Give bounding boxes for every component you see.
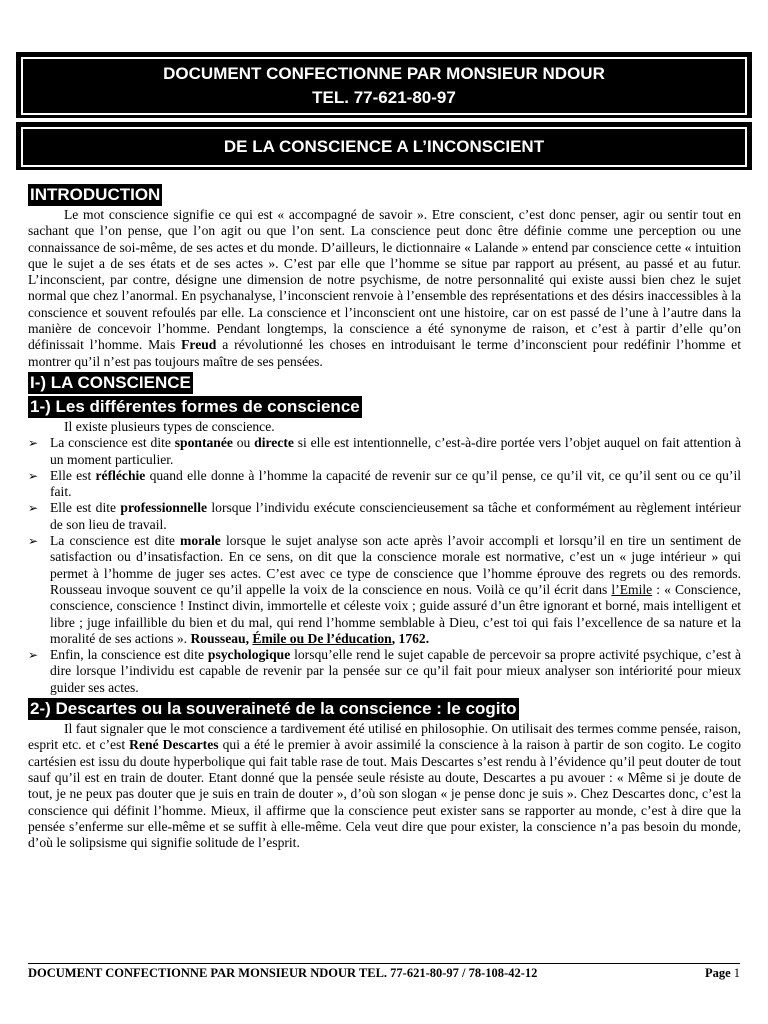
subsection-2-heading: 2-) Descartes ou la souveraineté de la conscience : le cogito [30, 699, 517, 719]
intro-heading: INTRODUCTION [30, 185, 161, 204]
arrow-bullet-icon: ➢ [28, 648, 39, 663]
conscience-types-list [28, 435, 741, 696]
list-item: ➢ Elle est dite professionnelle lorsque l’individu exécute consciencieusement sa tâche et conformément au règlement intérieur de son lieu de travail. [28, 500, 741, 532]
header-line-2: TEL. 77-621-80-97 [312, 88, 456, 107]
arrow-bullet-icon: ➢ [28, 501, 39, 516]
page-footer [28, 963, 740, 981]
header-banner [16, 52, 752, 118]
list-item: ➢ Elle est réfléchie quand elle donne à l’homme la capacité de revenir sur ce qu’il pense, ce qu’il vit, ce qu’il sent ou ce qu’il fait. [28, 467, 741, 500]
list-item: ➢ La conscience est dite morale lorsque le sujet analyse son acte après l’avoir accompli et lorsqu’il en tire un sentiment de satisfaction ou d’insatisfaction. En ce sens, on dit que la conscience morale est normative, c’est un « juge intérieur » qui permet à l’homme de juger ses actes. C’est avec ce type de conscience que l’homme éprouve des regrets ou des remords. Rousseau invoque souvent ce qu’il appelle la voix de la conscience en nous. Voilà ce qu’il écrit dans l’Emile : « Conscience, conscience, conscience ! Instinct divin, immortelle et céleste voix ; guide assuré d’un être ignorant et borné, mais intelligent et libre ; juge infaillible du bien et du mal, qui rend l’homme semblable à Dieu, c’est toi qui fais l’excellence de sa nature et la moralité de ses actions ». Rousseau, Émile ou De l’éducation, 1762. [28, 533, 741, 646]
arrow-bullet-icon: ➢ [28, 468, 39, 483]
subsection-1-lead: Il existe plusieurs types de conscience. [64, 418, 275, 434]
descartes-paragraph: Il faut signaler que le mot conscience a tardivement été utilisé en philosophie. On utilisait des termes comme pensée, raison, esprit etc. et c’est René Descartes qui a été le premier à avoir assimilé la conscience à la raison à partir de son cogito. Le cogito cartésien est issu du doute hyperbolique qui fait table rase de tout. Mais Descartes s’est rendu à l’évidence qu’il peut douter de tout sauf qu’il est en train de douter. Etant donné que la pensée seule résiste au doute, Descartes a pu avouer : « Même si je doute de tout, je ne peux pas douter que je suis en train de douter », d’où son slogan « je pense donc je suis ». Chez Descartes donc, c’est la conscience qui définit l’homme. Mieux, il affirme que la conscience peut exister sans se rapporter au monde, c’est à dire que la pensée s’enferme sur elle-même et se suffit à elle-même. Cela veut dire que pour exister, la conscience n’a pas besoin du monde, d’où le solipsisme qui signifie solitude de l’esprit. [28, 721, 741, 851]
document-title: DE LA CONSCIENCE A L’INCONSCIENT [223, 137, 545, 156]
footer-text: DOCUMENT CONFECTIONNE PAR MONSIEUR NDOUR TEL. 77-621-80-97 / 78-108-42-12 [28, 966, 538, 980]
list-item: ➢ La conscience est dite spontanée ou directe si elle est intentionnelle, c’est-à-dire portée vers l’objet auquel on fait attention à un moment particulier. [28, 435, 742, 467]
list-item: ➢ Enfin, la conscience est dite psychologique lorsqu’elle rend le sujet capable de percevoir sa propre activité psychique, c’est à dire lorsque l’individu est capable de revenir par la pensée sur ce qu’il fait pour mieux analyser son intériorité pour mieux guider ses actes. [28, 647, 742, 695]
title-banner [16, 122, 752, 170]
page-number: Page 1 [704, 966, 740, 980]
intro-paragraph: Le mot conscience signifie ce qui est « accompagné de savoir ». Etre conscient, c’est donc penser, agir ou sentir tout en sachant que l’on pense, que l’on agit ou que l’on sent. La conscience peut donc être définie comme une perception ou une connaissance de soi-même, de ses actes et du monde. D’ailleurs, le dictionnaire « Lalande » entend par conscience cette « intuition que le sujet a de ses états et de ses actes ». C’est par elle que l’homme se situe par rapport au présent, au passé et au futur. L’inconscient, par contre, désigne une dimension de notre psychisme, de notre personnalité qui existe aussi bien chez le sujet normal que chez l’anormal. En psychanalyse, l’inconscient renvoie à l’ensemble des représentations et des désirs inaccessibles à la conscience et souvent refoulés par elle. La conscience et l’inconscient ont une histoire, car on est passé de l’une à l’autre dans la manière de concevoir l’homme. Pendant longtemps, la conscience a été synonyme de raison, et c’est à partir d’elle qu’on définissait l’homme. Mais Freud a révolutionné les choses en introduisant le terme d’inconscient pour redéfinir l’homme et montrer qu’il n’est pas toujours maître de ses pensées. [28, 207, 741, 369]
arrow-bullet-icon: ➢ [28, 534, 39, 549]
header-line-1: DOCUMENT CONFECTIONNE PAR MONSIEUR NDOUR [163, 64, 605, 83]
document-body [28, 182, 741, 851]
arrow-bullet-icon: ➢ [28, 436, 39, 451]
section-1-heading: I-) LA CONSCIENCE [30, 372, 191, 392]
subsection-1-heading: 1-) Les différentes formes de conscience [30, 396, 360, 416]
